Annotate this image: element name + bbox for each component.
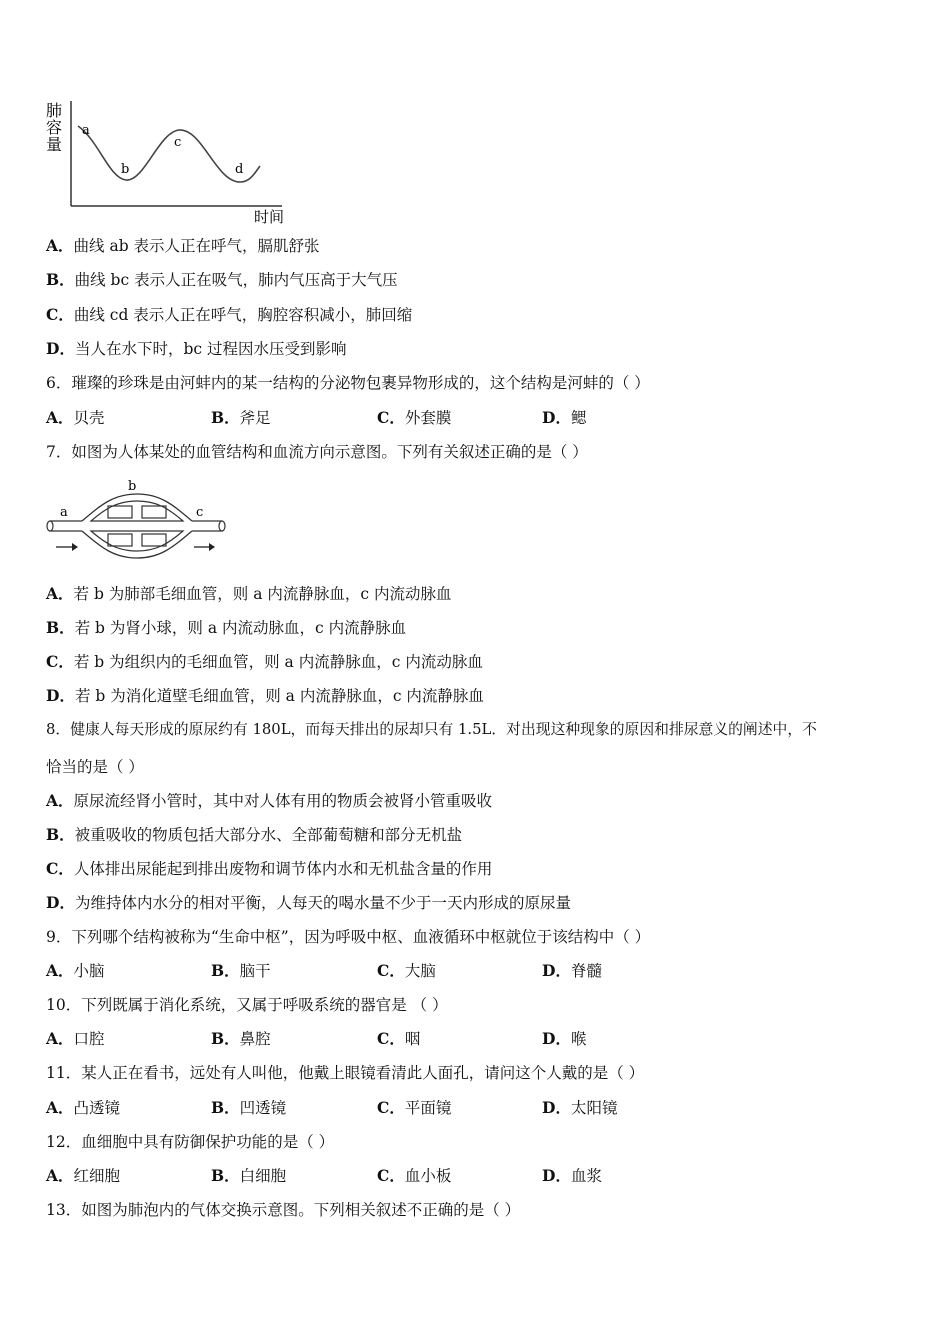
option-text: 鳃 xyxy=(570,409,587,427)
q8-option-b xyxy=(46,825,462,845)
lung-volume-curve xyxy=(78,126,260,182)
q5-option-d xyxy=(46,339,346,359)
option-label: A． xyxy=(46,408,74,427)
q7-option-a xyxy=(46,584,452,604)
option-text: 若 b 为消化道壁毛细血管，则 a 内流静脉血，c 内流静脉血 xyxy=(74,687,484,705)
option-text: 若 b 为肾小球，则 a 内流动脉血，c 内流静脉血 xyxy=(74,619,407,637)
q9-option-d xyxy=(542,961,602,981)
option-text: 血浆 xyxy=(570,1167,602,1185)
option-label: C． xyxy=(46,305,74,324)
q8-option-d xyxy=(46,893,571,913)
option-label: D． xyxy=(46,339,75,358)
option-text: 凹透镜 xyxy=(239,1099,287,1117)
vessel-a-end xyxy=(47,521,53,531)
flow-arrowhead-out xyxy=(209,543,215,551)
flow-arrowhead-in xyxy=(72,543,78,551)
option-text: 贝壳 xyxy=(73,409,105,427)
option-text: 凸透镜 xyxy=(73,1099,121,1117)
q11-option-c xyxy=(377,1098,451,1118)
option-text: 鼻腔 xyxy=(239,1030,271,1048)
q10-option-a xyxy=(46,1029,105,1049)
q6-option-b xyxy=(211,408,271,428)
capillary-box-bottom-left xyxy=(108,534,132,546)
q11-stem: 11．某人正在看书，远处有人叫他，他戴上眼镜看清此人面孔，请问这个人戴的是（ ） xyxy=(46,1064,645,1082)
q7-option-d xyxy=(46,686,484,706)
ylabel-char-3: 量 xyxy=(46,135,63,154)
ylabel-char-2: 容 xyxy=(46,118,63,137)
q7-option-c xyxy=(46,652,483,672)
q6-option-c xyxy=(377,408,451,428)
option-label: D． xyxy=(46,686,75,705)
capillary-box-top-left xyxy=(108,506,132,518)
option-label: D． xyxy=(542,961,571,980)
option-label: C． xyxy=(46,859,74,878)
capillary-box-top-right xyxy=(142,506,166,518)
option-text: 原尿流经肾小管时，其中对人体有用的物质会被肾小管重吸收 xyxy=(73,792,493,810)
option-text: 外套膜 xyxy=(404,409,452,427)
option-label: A． xyxy=(46,791,74,810)
q5-option-a xyxy=(46,236,320,256)
vessel-label-c: c xyxy=(196,505,204,520)
q8-option-c xyxy=(46,859,492,879)
curve-point-c: c xyxy=(174,135,182,150)
option-label: A． xyxy=(46,584,74,603)
option-text: 血小板 xyxy=(404,1167,452,1185)
option-label: C． xyxy=(377,408,405,427)
option-label: B． xyxy=(211,408,240,427)
q7-option-b xyxy=(46,618,406,638)
option-text: 口腔 xyxy=(73,1030,105,1048)
vessel-label-a: a xyxy=(60,505,68,520)
option-text: 脊髓 xyxy=(570,962,602,980)
option-label: D． xyxy=(542,1029,571,1048)
option-label: B． xyxy=(46,270,75,289)
ylabel-char-1: 肺 xyxy=(46,101,63,120)
option-label: D． xyxy=(46,893,75,912)
option-text: 喉 xyxy=(570,1030,587,1048)
option-text: 咽 xyxy=(404,1030,421,1048)
option-label: A． xyxy=(46,961,74,980)
option-label: B． xyxy=(46,825,75,844)
q13-stem: 13．如图为肺泡内的气体交换示意图。下列相关叙述不正确的是（ ） xyxy=(46,1201,521,1219)
q6-stem: 6．璀璨的珍珠是由河蚌内的某一结构的分泌物包裹异物形成的，这个结构是河蚌的（ ） xyxy=(46,374,650,392)
curve-point-d: d xyxy=(235,162,244,177)
option-label: D． xyxy=(542,408,571,427)
option-label: A． xyxy=(46,1029,74,1048)
q5-option-b xyxy=(46,270,398,290)
option-text: 斧足 xyxy=(239,409,271,427)
q12-option-c xyxy=(377,1166,451,1186)
q10-option-d xyxy=(542,1029,586,1049)
q12-option-b xyxy=(211,1166,286,1186)
q8-stem-line1: 8．健康人每天形成的原尿约有 180L，而每天排出的尿却只有 1.5L．对出现这种现象的原因和排尿意义的阐述中，不 xyxy=(46,721,817,738)
q11-option-b xyxy=(211,1098,286,1118)
option-text: 为维持体内水分的相对平衡，人每天的喝水量不少于一天内形成的原尿量 xyxy=(74,894,571,912)
q9-option-b xyxy=(211,961,271,981)
q8-stem-line2: 恰当的是（ ） xyxy=(46,758,144,776)
vessel-label-b: b xyxy=(128,479,137,494)
option-text: 曲线 ab 表示人正在呼气，膈肌舒张 xyxy=(73,237,320,255)
q10-option-b xyxy=(211,1029,271,1049)
option-label: B． xyxy=(211,1029,240,1048)
option-label: D． xyxy=(542,1098,571,1117)
option-text: 脑干 xyxy=(239,962,271,980)
lung-volume-figure xyxy=(44,96,294,226)
q11-option-a xyxy=(46,1098,120,1118)
option-label: D． xyxy=(542,1166,571,1185)
q8-option-a xyxy=(46,791,492,811)
option-label: C． xyxy=(377,961,405,980)
curve-point-b: b xyxy=(121,162,130,177)
option-label: C． xyxy=(377,1166,405,1185)
option-text: 曲线 bc 表示人正在吸气，肺内气压高于大气压 xyxy=(74,271,398,289)
blood-vessel-figure xyxy=(44,476,234,566)
q9-option-c xyxy=(377,961,436,981)
option-text: 平面镜 xyxy=(404,1099,452,1117)
option-text: 若 b 为肺部毛细血管，则 a 内流静脉血，c 内流动脉血 xyxy=(73,585,452,603)
option-text: 曲线 cd 表示人正在呼气，胸腔容积减小，肺回缩 xyxy=(73,306,413,324)
network-outer-bottom xyxy=(82,531,192,558)
option-label: C． xyxy=(377,1098,405,1117)
option-text: 大脑 xyxy=(404,962,436,980)
option-text: 红细胞 xyxy=(73,1167,121,1185)
option-text: 小脑 xyxy=(73,962,105,980)
option-label: C． xyxy=(377,1029,405,1048)
option-label: A． xyxy=(46,236,74,255)
xlabel: 时间 xyxy=(254,208,285,226)
option-label: B． xyxy=(46,618,75,637)
option-text: 被重吸收的物质包括大部分水、全部葡萄糖和部分无机盐 xyxy=(74,826,463,844)
option-label: C． xyxy=(46,652,74,671)
q9-option-a xyxy=(46,961,105,981)
q7-stem: 7．如图为人体某处的血管结构和血流方向示意图。下列有关叙述正确的是（ ） xyxy=(46,443,588,461)
option-text: 白细胞 xyxy=(239,1167,287,1185)
q9-stem: 9．下列哪个结构被称为“生命中枢”，因为呼吸中枢、血液循环中枢就位于该结构中（ ） xyxy=(46,928,651,946)
option-label: B． xyxy=(211,1098,240,1117)
option-text: 太阳镜 xyxy=(570,1099,618,1117)
capillary-box-bottom-right xyxy=(142,534,166,546)
q12-option-d xyxy=(542,1166,602,1186)
q10-option-c xyxy=(377,1029,420,1049)
option-label: A． xyxy=(46,1098,74,1117)
option-text: 若 b 为组织内的毛细血管，则 a 内流静脉血，c 内流动脉血 xyxy=(73,653,483,671)
q12-stem: 12．血细胞中具有防御保护功能的是（ ） xyxy=(46,1133,335,1151)
q11-option-d xyxy=(542,1098,617,1118)
q5-option-c xyxy=(46,305,412,325)
vessel-c-end xyxy=(219,521,225,531)
option-label: B． xyxy=(211,961,240,980)
q12-option-a xyxy=(46,1166,120,1186)
option-text: 当人在水下时，bc 过程因水压受到影响 xyxy=(74,340,347,358)
option-label: A． xyxy=(46,1166,74,1185)
curve-point-a: a xyxy=(82,123,90,138)
q10-stem: 10．下列既属于消化系统，又属于呼吸系统的器官是 （ ） xyxy=(46,996,448,1014)
option-label: B． xyxy=(211,1166,240,1185)
option-text: 人体排出尿能起到排出废物和调节体内水和无机盐含量的作用 xyxy=(73,860,493,878)
q6-option-a xyxy=(46,408,105,428)
network-outer-top xyxy=(82,494,192,521)
q6-option-d xyxy=(542,408,586,428)
